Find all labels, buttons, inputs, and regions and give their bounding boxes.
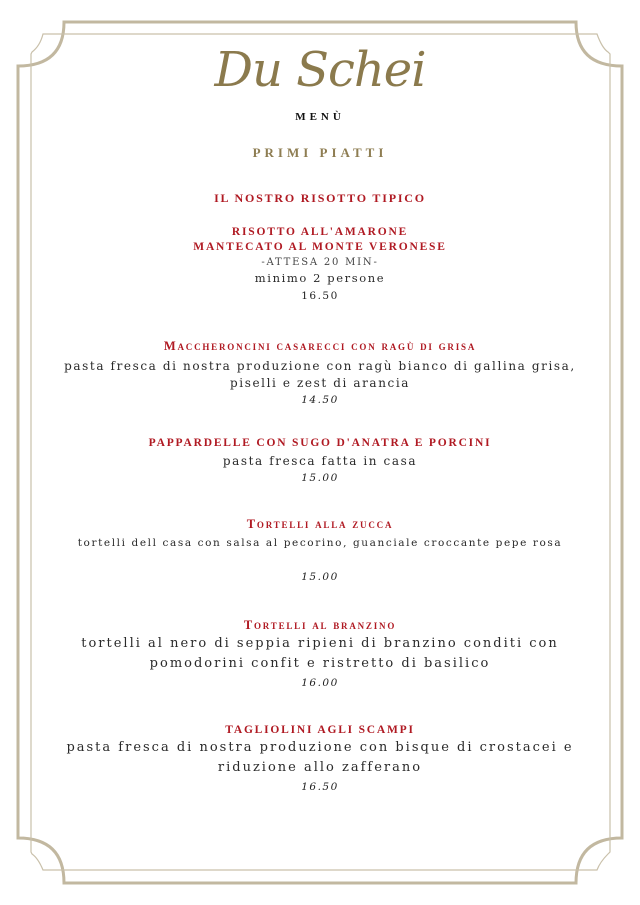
dish-description: tortelli dell casa con salsa al pecorino, guanciale croccante pepe rosa bbox=[77, 537, 563, 549]
dish-price: 14.50 bbox=[301, 394, 339, 406]
restaurant-name: Du Schei bbox=[214, 42, 426, 98]
dish-description: piselli e zest di arancia bbox=[229, 376, 411, 390]
dish-price: 15.00 bbox=[301, 571, 339, 583]
dish-description: pasta fresca fatta in casa bbox=[222, 454, 418, 468]
dish-name: PAPPARDELLE CON SUGO D'ANATRA E PORCINI bbox=[148, 437, 492, 449]
dish-description: riduzione allo zafferano bbox=[217, 760, 423, 775]
featured-wait-note: -ATTESA 20 MIN- bbox=[261, 257, 379, 268]
dish-description: tortelli al nero di seppia ripieni di branzino conditi con bbox=[81, 636, 559, 651]
dish-description: pomodorini confit e ristretto di basilico bbox=[149, 656, 491, 671]
dish-price: 16.00 bbox=[301, 677, 339, 689]
featured-detail: minimo 2 persone bbox=[254, 271, 386, 285]
featured-name-line1: RISOTTO ALL'AMARONE bbox=[231, 226, 409, 238]
section-title: PRIMI PIATTI bbox=[252, 145, 388, 160]
dish-price: 15.00 bbox=[301, 472, 339, 484]
dish-name: Tortelli al branzino bbox=[243, 618, 397, 632]
dish-price: 16.50 bbox=[301, 781, 339, 793]
dish-name: Maccheroncini casarecci con ragù di grisa bbox=[163, 339, 477, 353]
dish-description: pasta fresca di nostra produzione con bisque di crostacei e bbox=[66, 740, 574, 755]
dish-name: Tortelli alla zucca bbox=[246, 517, 394, 531]
featured-heading: IL NOSTRO RISOTTO TIPICO bbox=[214, 191, 426, 205]
menu-label: MENÙ bbox=[295, 111, 345, 123]
dish-description: pasta fresca di nostra produzione con ragù bianco di gallina grisa, bbox=[64, 359, 576, 373]
featured-name-line2: MANTECATO AL MONTE VERONESE bbox=[193, 241, 447, 253]
featured-price: 16.50 bbox=[301, 290, 339, 302]
dish-name: TAGLIOLINI AGLI SCAMPI bbox=[225, 724, 415, 736]
